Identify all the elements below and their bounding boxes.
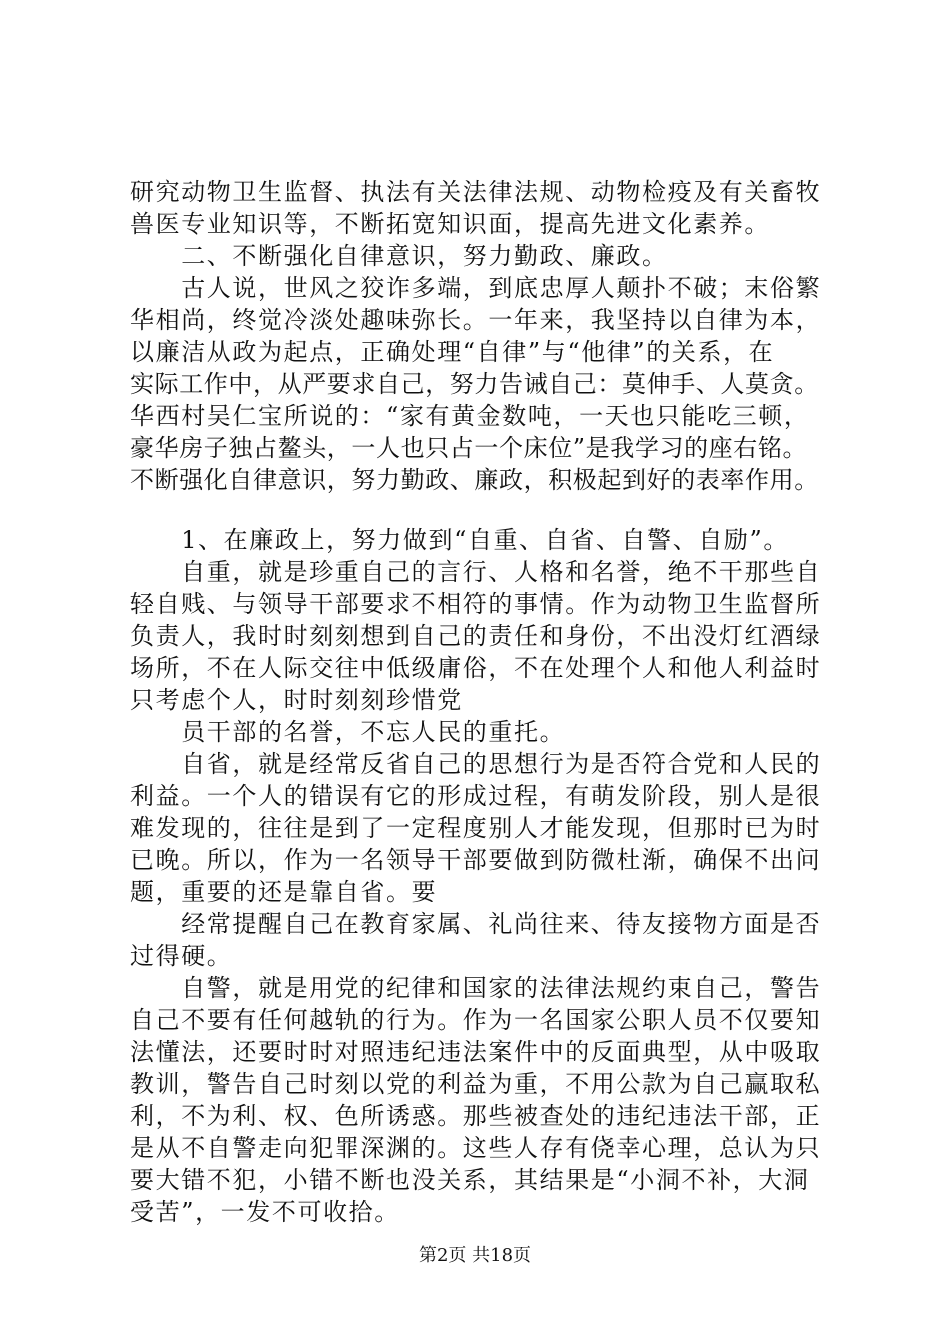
text-line: 实际工作中，从严要求自己，努力告诫自己：莫伸手、人莫贪。: [130, 370, 819, 398]
text-line: 利，不为利、权、色所诱惑。那些被查处的违纪违法干部，正: [130, 1102, 822, 1130]
text-line: 过得硬。: [130, 942, 233, 970]
text-line: 豪华房子独占鳌头，一人也只占一个床位”是我学习的座右铭。: [130, 434, 808, 462]
text-line: 难发现的，往往是到了一定程度别人才能发现，但那时已为时: [130, 814, 822, 842]
text-line: 场所，不在人际交往中低级庸俗，不在处理个人和他人利益时: [130, 654, 822, 682]
text-line: 以廉洁从政为起点，正确处理“自律”与“他律”的关系，在: [130, 338, 775, 366]
text-line: 兽医专业知识等，不断拓宽知识面，提高先进文化素养。: [130, 210, 770, 238]
text-line: 是从不自警走向犯罪深渊的。这些人存有侥幸心理，总认为只: [130, 1134, 822, 1162]
text-line: 古人说，世风之狡诈多端，到底忠厚人颠扑不破；末俗繁: [130, 274, 822, 302]
text-line: 研究动物卫生监督、执法有关法律法规、动物检疫及有关畜牧: [130, 178, 822, 206]
text-line: 题，重要的还是靠自省。要: [130, 878, 438, 906]
text-line: 教训，警告自己时刻以党的利益为重，不用公款为自己赢取私: [130, 1070, 822, 1098]
page-footer: [0, 1244, 950, 1268]
text-line: 受苦”，一发不可收拾。: [130, 1198, 400, 1226]
text-line: 员干部的名誉，不忘人民的重托。: [130, 718, 566, 746]
text-line: 自重，就是珍重自己的言行、人格和名誉，绝不干那些自: [130, 558, 822, 586]
text-line: 负责人，我时时刻刻想到自己的责任和身份，不出没灯红酒绿: [130, 622, 822, 650]
paragraph-gap: [130, 496, 830, 524]
page-number: 第2页 共18页: [418, 1245, 532, 1266]
text-line: 自警，就是用党的纪律和国家的法律法规约束自己，警告: [130, 974, 822, 1002]
text-line: 自省，就是经常反省自己的思想行为是否符合党和人民的: [130, 750, 822, 778]
text-line: 经常提醒自己在教育家属、礼尚往来、待友接物方面是否: [130, 910, 822, 938]
text-line: 自己不要有任何越轨的行为。作为一名国家公职人员不仅要知: [130, 1006, 822, 1034]
text-line: 要大错不犯，小错不断也没关系，其结果是“小洞不补，大洞: [130, 1166, 810, 1194]
text-line: 只考虑个人，时时刻刻珍惜党: [130, 686, 463, 714]
text-line: 华西村吴仁宝所说的：“家有黄金数吨，一天也只能吃三顿，: [130, 402, 810, 430]
text-line: 华相尚，终觉冷淡处趣味弥长。一年来，我坚持以自律为本，: [130, 306, 822, 334]
text-line: 不断强化自律意识，努力勤政、廉政，积极起到好的表率作用。: [130, 466, 819, 494]
document-body: [130, 176, 830, 1228]
text-line: 已晚。所以，作为一名领导干部要做到防微杜渐，确保不出问: [130, 846, 822, 874]
section-heading: 二、不断强化自律意识，努力勤政、廉政。: [130, 242, 668, 270]
text-line: 法懂法，还要时时对照违纪违法案件中的反面典型，从中吸取: [130, 1038, 822, 1066]
subsection-heading: 1、在廉政上，努力做到“自重、自省、自警、自励”。: [130, 526, 790, 554]
text-line: 轻自贱、与领导干部要求不相符的事情。作为动物卫生监督所: [130, 590, 822, 618]
text-line: 利益。一个人的错误有它的形成过程，有萌发阶段，别人是很: [130, 782, 822, 810]
